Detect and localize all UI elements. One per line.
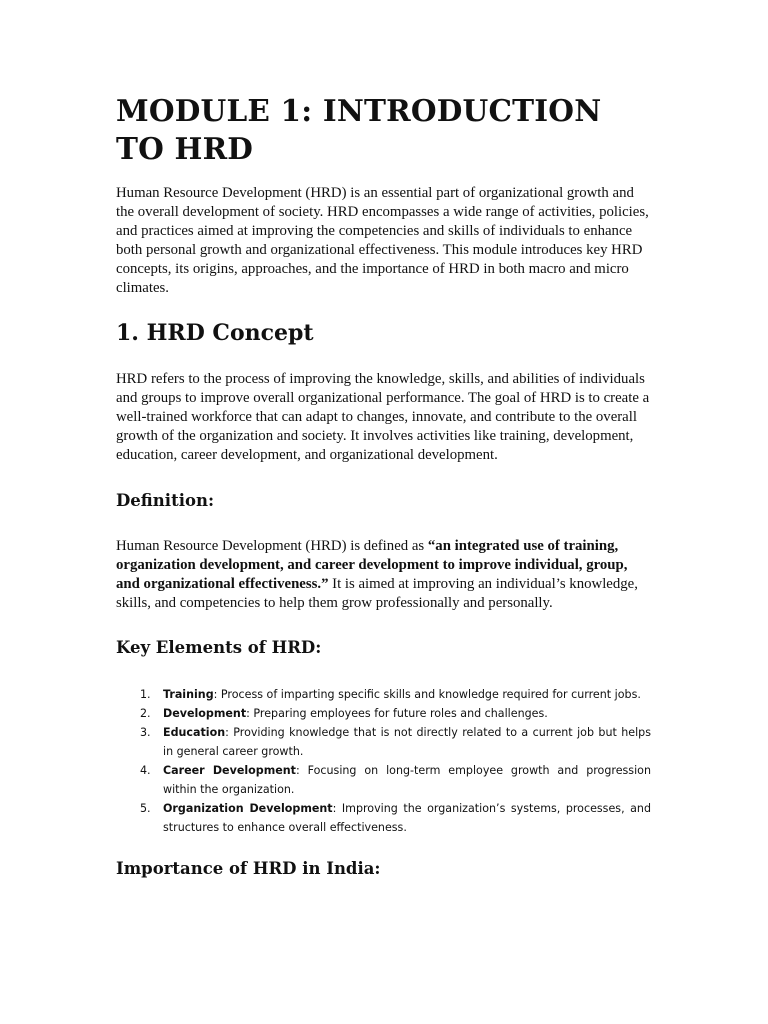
- list-item-description: : Providing knowledge that is not directly related to a current job but helps in general career growth.: [163, 726, 651, 758]
- list-item-term: Career Development: [163, 764, 296, 777]
- list-item: [116, 704, 651, 723]
- list-item-description: : Process of imparting specific skills and knowledge required for current jobs.: [213, 688, 641, 701]
- hrd-concept-paragraph: HRD refers to the process of improving the knowledge, skills, and abilities of individuals and groups to improve overall organizational performance. The goal of HRD is to create a well-trained workforce that can adapt to changes, innovate, and contribute to the overall growth of the organization and society. It involves activities like training, development, education, career development, and organizational development.: [116, 371, 650, 463]
- list-item-number: 1.: [140, 688, 151, 701]
- list-item-description: : Preparing employees for future roles and challenges.: [246, 707, 548, 720]
- list-item-description: : Improving the organization’s systems, processes, and structures to enhance overall effectiveness.: [163, 802, 651, 834]
- list-item-number: 5.: [140, 802, 151, 815]
- list-item-term: Development: [163, 707, 247, 720]
- list-item-number: 4.: [140, 764, 151, 777]
- definition-heading: Definition:: [116, 491, 215, 510]
- list-item-term: Organization Development: [163, 802, 333, 815]
- list-item-number: 3.: [140, 726, 151, 739]
- document-content: [116, 92, 652, 880]
- definition-tail: It is aimed at improving an individual’s knowledge, skills, and competencies to help them grow professionally and personally.: [116, 576, 638, 611]
- module-title: MODULE 1: INTRODUCTION TO HRD: [116, 93, 602, 166]
- definition-quote: “an integrated use of training, organization development, and career development to improve individual, group, and organizational effectiveness.”: [116, 538, 628, 592]
- list-item: [116, 799, 651, 837]
- list-item-description: : Focusing on long-term employee growth and progression within the organization.: [163, 764, 651, 796]
- importance-heading: Importance of HRD in India:: [116, 859, 381, 878]
- section-heading-hrd-concept: 1. HRD Concept: [116, 320, 314, 346]
- list-item-number: 2.: [140, 707, 151, 720]
- key-elements-list: [116, 685, 651, 837]
- list-item-term: Training: [163, 688, 214, 701]
- intro-paragraph: Human Resource Development (HRD) is an essential part of organizational growth and the overall development of society. HRD encompasses a wide range of activities, policies, and practices aimed at improving the competencies and skills of individuals to enhance both personal growth and organizational effectiveness. This module introduces key HRD concepts, its origins, approaches, and the importance of HRD in both macro and micro climates.: [116, 185, 649, 296]
- definition-lead: Human Resource Development (HRD) is defined as: [116, 538, 428, 554]
- list-item: [116, 685, 651, 704]
- definition-paragraph: [116, 537, 652, 613]
- list-item: [116, 723, 651, 761]
- list-item: [116, 761, 651, 799]
- key-elements-heading: Key Elements of HRD:: [116, 638, 322, 657]
- list-item-term: Education: [163, 726, 226, 739]
